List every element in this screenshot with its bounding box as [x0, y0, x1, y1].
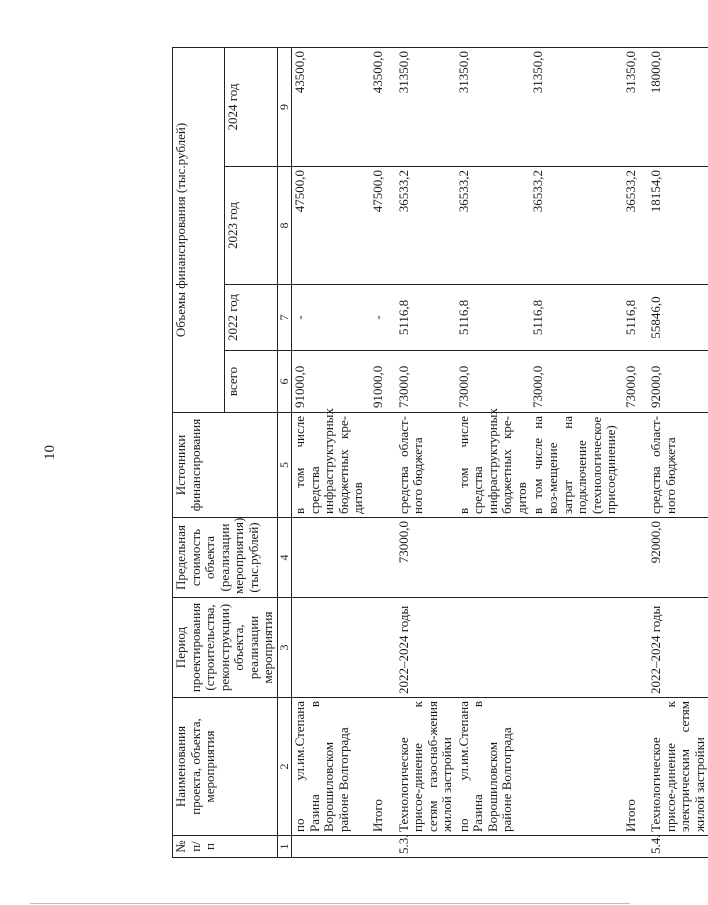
- table-row: [620, 48, 649, 858]
- row-period: 2022–2024 годы: [396, 598, 456, 698]
- header-no: № п/п: [173, 836, 278, 858]
- column-number: 7: [277, 285, 291, 351]
- row-period: [530, 598, 619, 698]
- column-number: 6: [277, 351, 291, 413]
- row-2022: 5116,8: [620, 285, 649, 351]
- row-cost: [292, 518, 367, 598]
- row-source: в том числе средства инфраструктурных бюджетных кре-дитов: [456, 413, 531, 518]
- header-name: Наименования проекта, объекта, мероприятия: [173, 698, 278, 836]
- row-2022: -: [292, 285, 367, 351]
- row-2023: 47500,0: [367, 167, 396, 285]
- row-no: [292, 836, 367, 858]
- row-2023: 18154,0: [648, 167, 708, 285]
- row-2023: 36533,2: [620, 167, 649, 285]
- row-no: [530, 836, 619, 858]
- rotated-table-wrapper: [172, 48, 707, 858]
- row-2022: 5116,8: [396, 285, 456, 351]
- row-cost: [620, 518, 649, 598]
- row-source: [367, 413, 396, 518]
- row-total: 91000,0: [292, 351, 367, 413]
- row-total: 73000,0: [530, 351, 619, 413]
- column-number: 3: [277, 598, 291, 698]
- table-row: [530, 48, 619, 858]
- page-number: 10: [42, 445, 58, 460]
- row-no: [456, 836, 531, 858]
- column-number: 8: [277, 167, 291, 285]
- row-period: [456, 598, 531, 698]
- row-2023: 36533,2: [530, 167, 619, 285]
- row-source: [620, 413, 649, 518]
- row-total: 92000,0: [648, 351, 708, 413]
- table-row: [648, 48, 708, 858]
- table-row: [292, 48, 367, 858]
- row-2024: 31350,0: [620, 48, 649, 167]
- row-no: 5.3.: [396, 836, 456, 858]
- row-2024: 18000,0: [648, 48, 708, 167]
- row-cost: 92000,0: [648, 518, 708, 598]
- row-period: 2022–2024 годы: [648, 598, 708, 698]
- row-no: [620, 836, 649, 858]
- row-2023: 36533,2: [396, 167, 456, 285]
- table-row: [396, 48, 456, 858]
- header-sources: Источники финансирования: [173, 413, 278, 518]
- row-total: 73000,0: [620, 351, 649, 413]
- row-2023: 36533,2: [456, 167, 531, 285]
- row-name: Технологическое присое-динение к электрическим сетям жилой застройки: [648, 698, 708, 836]
- row-2024: 31350,0: [456, 48, 531, 167]
- row-name: [530, 698, 619, 836]
- row-name: Итого: [620, 698, 649, 836]
- header-funding: Объемы финансирования (тыс.рублей): [173, 48, 225, 413]
- column-number: 5: [277, 413, 291, 518]
- header-2022: 2022 год: [225, 285, 277, 351]
- row-cost: [367, 518, 396, 598]
- row-2022: 55846,0: [648, 285, 708, 351]
- row-period: [620, 598, 649, 698]
- row-2024: 31350,0: [396, 48, 456, 167]
- column-number: 2: [277, 698, 291, 836]
- header-total: всего: [225, 351, 277, 413]
- scan-edge-line: [30, 903, 630, 904]
- table-row: [367, 48, 396, 858]
- row-no: 5.4.: [648, 836, 708, 858]
- row-2022: 5116,8: [456, 285, 531, 351]
- row-name: Технологическое присое-динение к сетям газоснаб-жения жилой застройки: [396, 698, 456, 836]
- row-name: по ул.им.Степана Разина в Ворошиловском районе Волгограда: [292, 698, 367, 836]
- row-source: средства област-ного бюджета: [396, 413, 456, 518]
- column-number: 1: [277, 836, 291, 858]
- row-period: [367, 598, 396, 698]
- row-2023: 47500,0: [292, 167, 367, 285]
- row-cost: [530, 518, 619, 598]
- row-name: по ул.им.Степана Разина в Ворошиловском районе Волгограда: [456, 698, 531, 836]
- column-number: 9: [277, 48, 291, 167]
- row-period: [292, 598, 367, 698]
- row-cost: 73000,0: [396, 518, 456, 598]
- row-2024: 43500,0: [292, 48, 367, 167]
- column-number: 4: [277, 518, 291, 598]
- header-2024: 2024 год: [225, 48, 277, 167]
- table-row: [456, 48, 531, 858]
- financing-table: [172, 47, 708, 858]
- row-2024: 43500,0: [367, 48, 396, 167]
- row-total: 73000,0: [456, 351, 531, 413]
- row-cost: [456, 518, 531, 598]
- column-numbers-row: [277, 48, 291, 858]
- row-2022: -: [367, 285, 396, 351]
- row-source: в том числе на воз-мещение затрат на подключение (технологическое присоединение): [530, 413, 619, 518]
- header-cost: Предельная стоимость объекта (реализации мероприятия) (тыс.рублей): [173, 518, 278, 598]
- row-name: Итого: [367, 698, 396, 836]
- row-2022: 5116,8: [530, 285, 619, 351]
- row-2024: 31350,0: [530, 48, 619, 167]
- row-total: 91000,0: [367, 351, 396, 413]
- row-total: 73000,0: [396, 351, 456, 413]
- header-2023: 2023 год: [225, 167, 277, 285]
- row-source: в том числе средства инфраструктурных бюджетных кре-дитов: [292, 413, 367, 518]
- row-source: средства област-ного бюджета: [648, 413, 708, 518]
- header-period: Период проектирования (строительства, реконструкции) объекта, реализации мероприятия: [173, 598, 278, 698]
- row-no: [367, 836, 396, 858]
